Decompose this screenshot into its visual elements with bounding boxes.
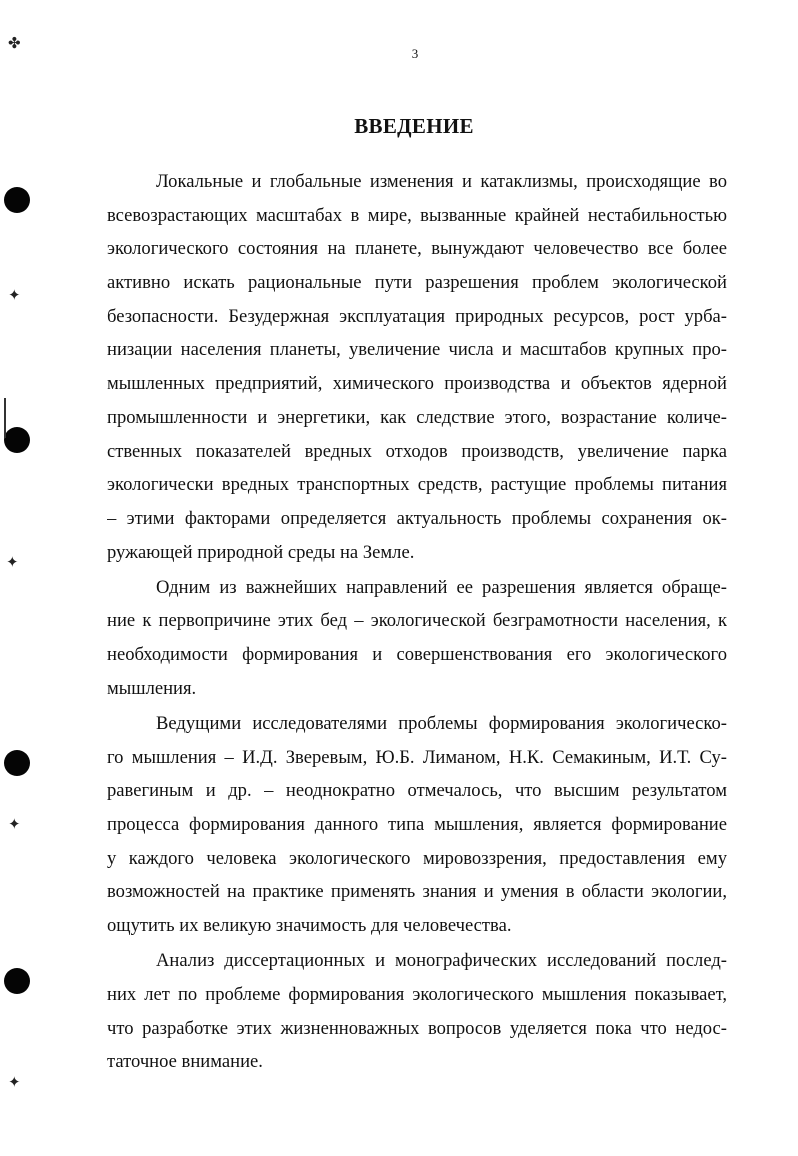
text-line: ружающей природной среды на Земле. (107, 541, 415, 563)
text-line: активно искать рациональные пути разрешения проблем экологической (107, 272, 727, 294)
page-title: ВВЕДЕНИЕ (354, 114, 474, 138)
text-line: процесса формирования данного типа мышления, является формирование (107, 814, 727, 836)
text-line: экологически вредных транспортных средств, растущие проблемы питания (107, 474, 727, 496)
text-line: мышленных предприятий, химического производства и объектов ядерной (107, 373, 727, 395)
text-line: ощутить их великую значимость для человечества. (107, 915, 512, 937)
text-line: Одним из важнейших направлений ее разрешения является обраще- (156, 576, 727, 598)
text-line: экологического состояния на планете, вынуждают человечество все более (107, 238, 727, 260)
paragraph (107, 165, 727, 569)
text-line: промышленности и энергетики, как следствие этого, возрастание количе- (107, 406, 727, 428)
text-line: Ведущими исследователями проблемы формирования экологическо- (156, 713, 727, 734)
binder-hole (4, 427, 30, 453)
paragraph (107, 571, 727, 706)
text-line: что разработке этих жизненноважных вопросов уделяется пока что недос- (107, 1017, 727, 1039)
text-line: ственных показателей вредных отходов производств, увеличение парка (107, 440, 727, 462)
binder-hole (4, 187, 30, 213)
text-line: Локальные и глобальные изменения и катаклизмы, происходящие во (156, 171, 727, 192)
text-line: равегиным и др. – неоднократно отмечалось, что высшим результатом (107, 780, 727, 802)
body-text (107, 165, 727, 1079)
text-line: мышления. (107, 677, 197, 699)
text-line: у каждого человека экологического мировоззрения, предоставления ему (107, 847, 727, 869)
scan-mark-icon: ✦ (8, 286, 21, 304)
text-line: низации населения планеты, увеличение числа и масштабов крупных про- (107, 339, 727, 361)
scan-mark-icon: ✤ (8, 34, 21, 52)
scan-edge-line (4, 398, 6, 438)
text-line: го мышления – И.Д. Зверевым, Ю.Б. Лиманом, Н.К. Семакиным, И.Т. Су- (107, 746, 727, 768)
text-line: ние к первопричине этих бед – экологической безграмотности населения, к (107, 610, 727, 632)
scan-mark-icon: ✦ (6, 553, 19, 571)
scan-mark-icon: ✦ (8, 815, 21, 833)
text-line: Анализ диссертационных и монографических исследований послед- (156, 950, 727, 972)
page-number: 3 (411, 46, 419, 61)
text-line: необходимости формирования и совершенствования его экологического (107, 644, 727, 666)
paragraph (107, 707, 727, 943)
text-line: таточное внимание. (107, 1051, 263, 1073)
paragraph (107, 944, 727, 1079)
binder-hole (4, 968, 30, 994)
text-line: всевозрастающих масштабах в мире, вызванные крайней нестабильностью (107, 204, 727, 226)
text-line: безопасности. Безудержная эксплуатация природных ресурсов, рост урба- (107, 305, 727, 327)
binder-hole (4, 750, 30, 776)
text-line: возможностей на практике применять знания и умения в области экологии, (107, 881, 727, 903)
text-line: – этими факторами определяется актуальность проблемы сохранения ок- (107, 507, 727, 529)
text-line: них лет по проблеме формирования экологического мышления показывает, (107, 984, 727, 1005)
scan-mark-icon: ✦ (8, 1073, 21, 1091)
